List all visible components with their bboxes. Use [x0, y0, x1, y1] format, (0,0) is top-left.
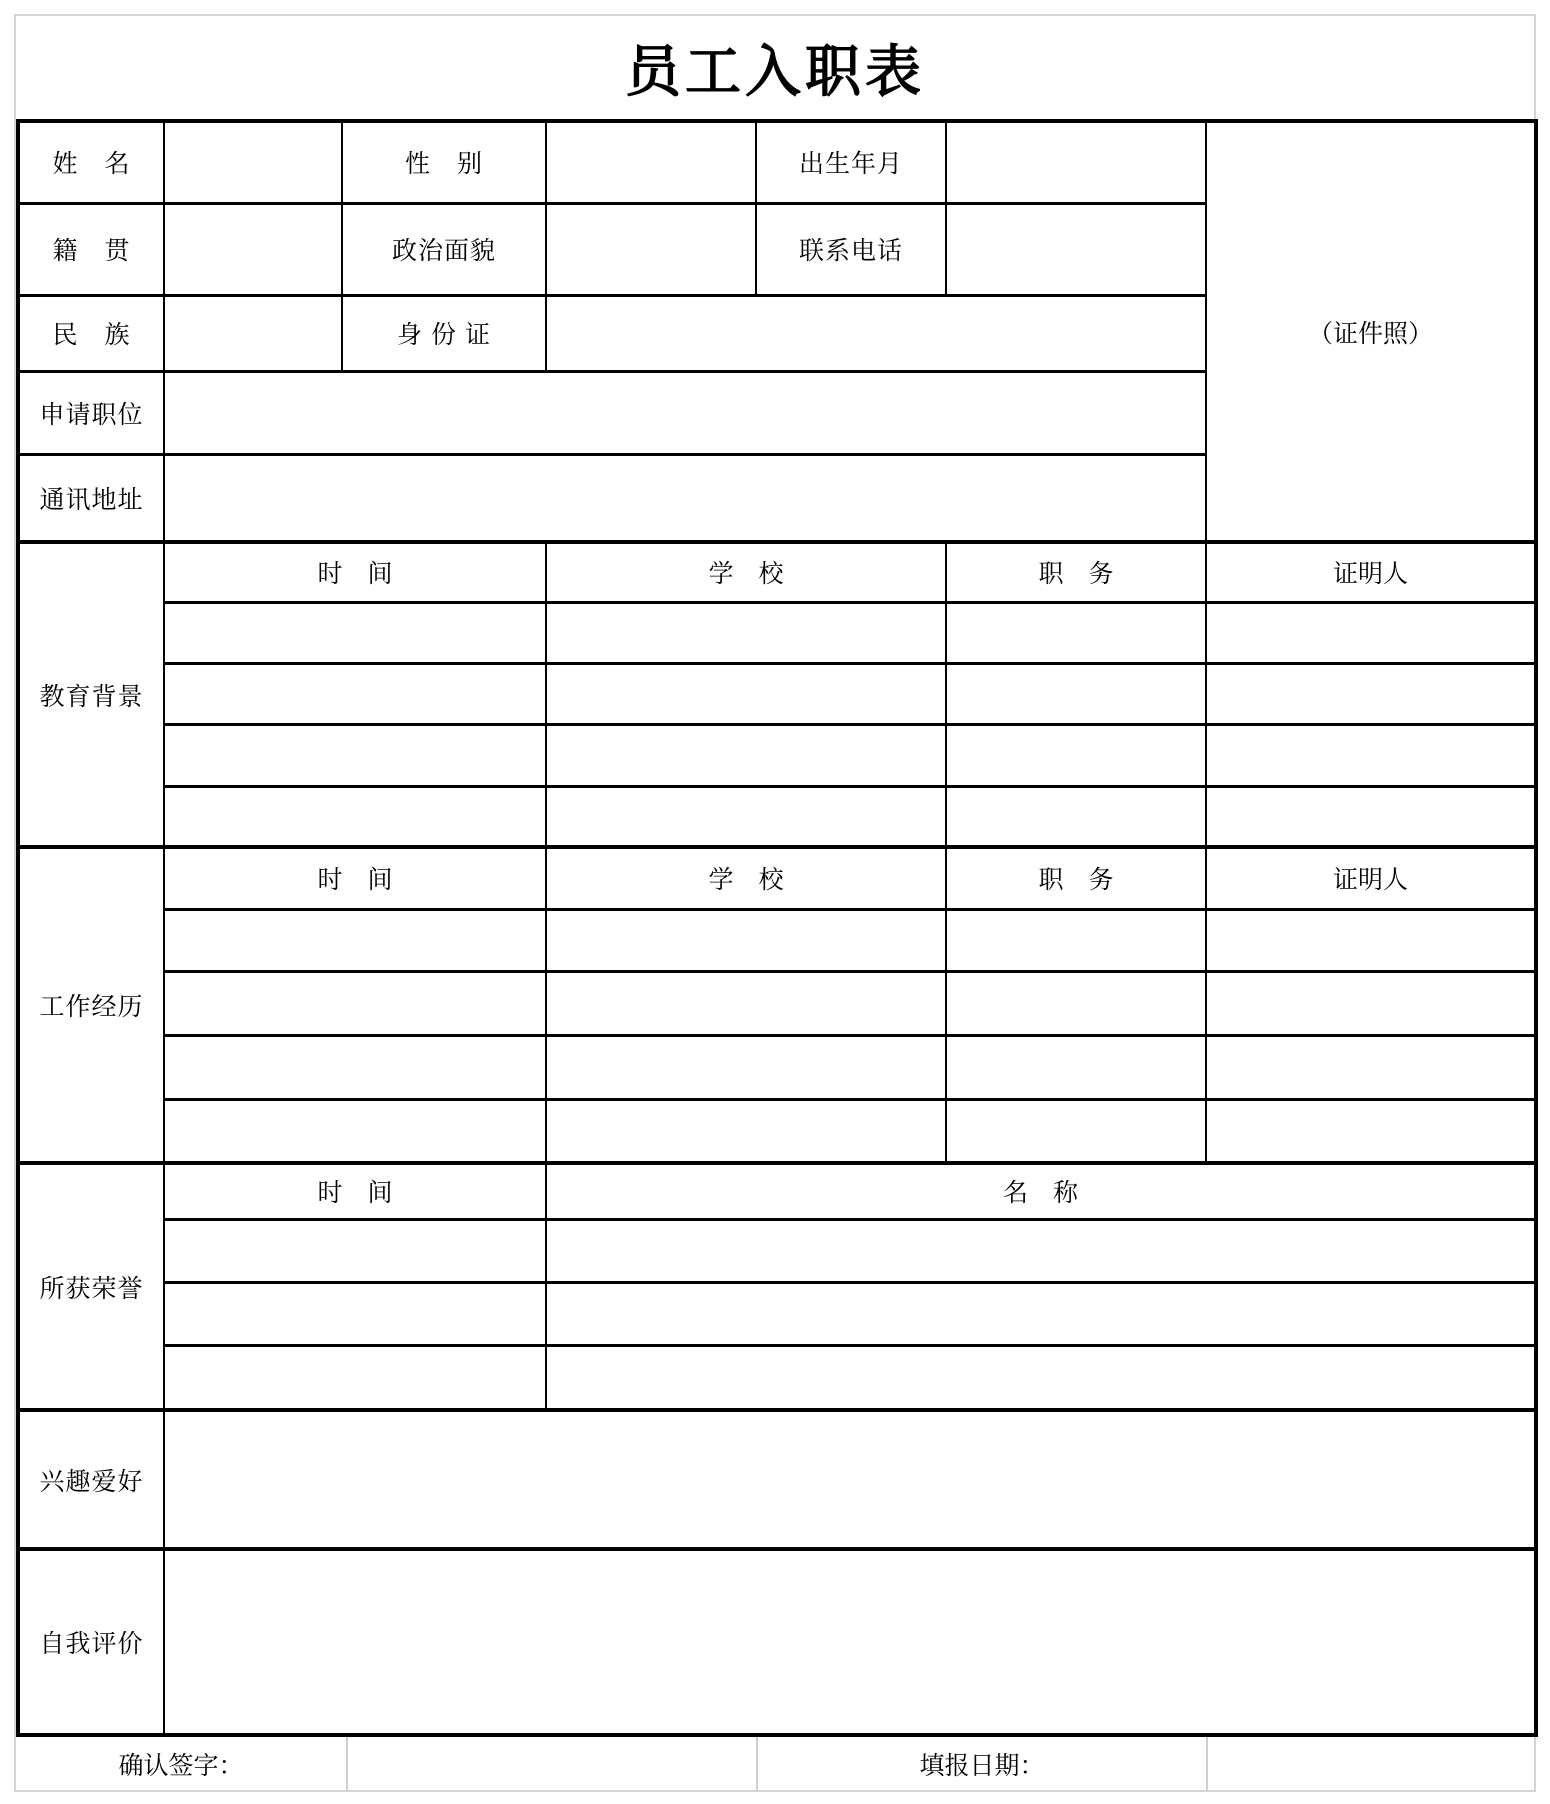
applied-position-label: 申请职位	[18, 371, 164, 454]
education-cell-position[interactable]	[946, 602, 1206, 663]
work-cell-school[interactable]	[546, 1035, 946, 1099]
work-cell-reference[interactable]	[1206, 971, 1536, 1035]
education-cell-time[interactable]	[164, 724, 546, 786]
name-label: 姓 名	[18, 121, 164, 203]
page-title: 员工入职表	[625, 39, 925, 103]
honors-cell-name[interactable]	[546, 1219, 1536, 1282]
work-cell-time[interactable]	[164, 1099, 546, 1163]
fill-date-input-cell[interactable]	[1206, 1737, 1534, 1790]
education-header-reference: 证明人	[1206, 542, 1536, 602]
education-cell-reference[interactable]	[1206, 663, 1536, 724]
work-section-label: 工作经历	[18, 847, 164, 1163]
hobbies-input-cell[interactable]	[164, 1410, 1536, 1549]
work-cell-reference[interactable]	[1206, 1035, 1536, 1099]
education-cell-school[interactable]	[546, 602, 946, 663]
education-section-label: 教育背景	[18, 542, 164, 847]
fill-date-label: 填报日期：	[756, 1737, 1206, 1790]
education-cell-school[interactable]	[546, 786, 946, 847]
work-cell-position[interactable]	[946, 971, 1206, 1035]
hobbies-label: 兴趣爱好	[18, 1410, 164, 1549]
gender-label: 性 别	[342, 121, 546, 203]
education-header-position: 职 务	[946, 542, 1206, 602]
honors-cell-name[interactable]	[546, 1345, 1536, 1410]
work-header-position: 职 务	[946, 847, 1206, 909]
work-cell-school[interactable]	[546, 1099, 946, 1163]
education-cell-time[interactable]	[164, 602, 546, 663]
signature-input-cell[interactable]	[346, 1737, 756, 1790]
self-evaluation-input-cell[interactable]	[164, 1549, 1536, 1735]
applied-position-input-cell[interactable]	[164, 371, 1206, 454]
phone-input-cell[interactable]	[946, 203, 1206, 295]
political-status-input-cell[interactable]	[546, 203, 756, 295]
honors-header-name: 名 称	[546, 1163, 1536, 1219]
work-cell-time[interactable]	[164, 971, 546, 1035]
work-cell-school[interactable]	[546, 971, 946, 1035]
work-header-reference: 证明人	[1206, 847, 1536, 909]
honors-cell-time[interactable]	[164, 1282, 546, 1345]
education-cell-reference[interactable]	[1206, 786, 1536, 847]
honors-section-label: 所获荣誉	[18, 1163, 164, 1410]
work-header-time: 时 间	[164, 847, 546, 909]
honors-header-time: 时 间	[164, 1163, 546, 1219]
work-cell-position[interactable]	[946, 1035, 1206, 1099]
political-status-label: 政治面貌	[342, 203, 546, 295]
work-cell-time[interactable]	[164, 1035, 546, 1099]
honors-cell-time[interactable]	[164, 1345, 546, 1410]
signature-footer	[16, 1737, 1534, 1790]
native-place-input-cell[interactable]	[164, 203, 342, 295]
work-cell-position[interactable]	[946, 909, 1206, 971]
education-cell-position[interactable]	[946, 786, 1206, 847]
work-cell-school[interactable]	[546, 909, 946, 971]
education-cell-school[interactable]	[546, 724, 946, 786]
work-cell-reference[interactable]	[1206, 1099, 1536, 1163]
name-input-cell[interactable]	[164, 121, 342, 203]
work-cell-position[interactable]	[946, 1099, 1206, 1163]
education-cell-school[interactable]	[546, 663, 946, 724]
education-cell-time[interactable]	[164, 786, 546, 847]
honors-cell-time[interactable]	[164, 1219, 546, 1282]
address-label: 通讯地址	[18, 454, 164, 542]
birth-date-label: 出生年月	[756, 121, 946, 203]
birth-date-input-cell[interactable]	[946, 121, 1206, 203]
work-cell-time[interactable]	[164, 909, 546, 971]
self-evaluation-label: 自我评价	[18, 1549, 164, 1735]
onboarding-form-table	[16, 119, 1538, 1737]
work-header-school: 学 校	[546, 847, 946, 909]
work-cell-reference[interactable]	[1206, 909, 1536, 971]
education-cell-time[interactable]	[164, 663, 546, 724]
education-header-time: 时 间	[164, 542, 546, 602]
education-cell-reference[interactable]	[1206, 724, 1536, 786]
phone-label: 联系电话	[756, 203, 946, 295]
gender-input-cell[interactable]	[546, 121, 756, 203]
native-place-label: 籍 贯	[18, 203, 164, 295]
photo-cell[interactable]: （证件照）	[1206, 121, 1536, 542]
form-page	[14, 14, 1536, 1792]
education-cell-position[interactable]	[946, 724, 1206, 786]
ethnicity-input-cell[interactable]	[164, 295, 342, 371]
ethnicity-label: 民 族	[18, 295, 164, 371]
education-cell-position[interactable]	[946, 663, 1206, 724]
education-cell-reference[interactable]	[1206, 602, 1536, 663]
id-card-label: 身 份 证	[342, 295, 546, 371]
education-header-school: 学 校	[546, 542, 946, 602]
honors-cell-name[interactable]	[546, 1282, 1536, 1345]
address-input-cell[interactable]	[164, 454, 1206, 542]
signature-label: 确认签字：	[118, 1751, 244, 1780]
id-card-input-cell[interactable]	[546, 295, 1206, 371]
